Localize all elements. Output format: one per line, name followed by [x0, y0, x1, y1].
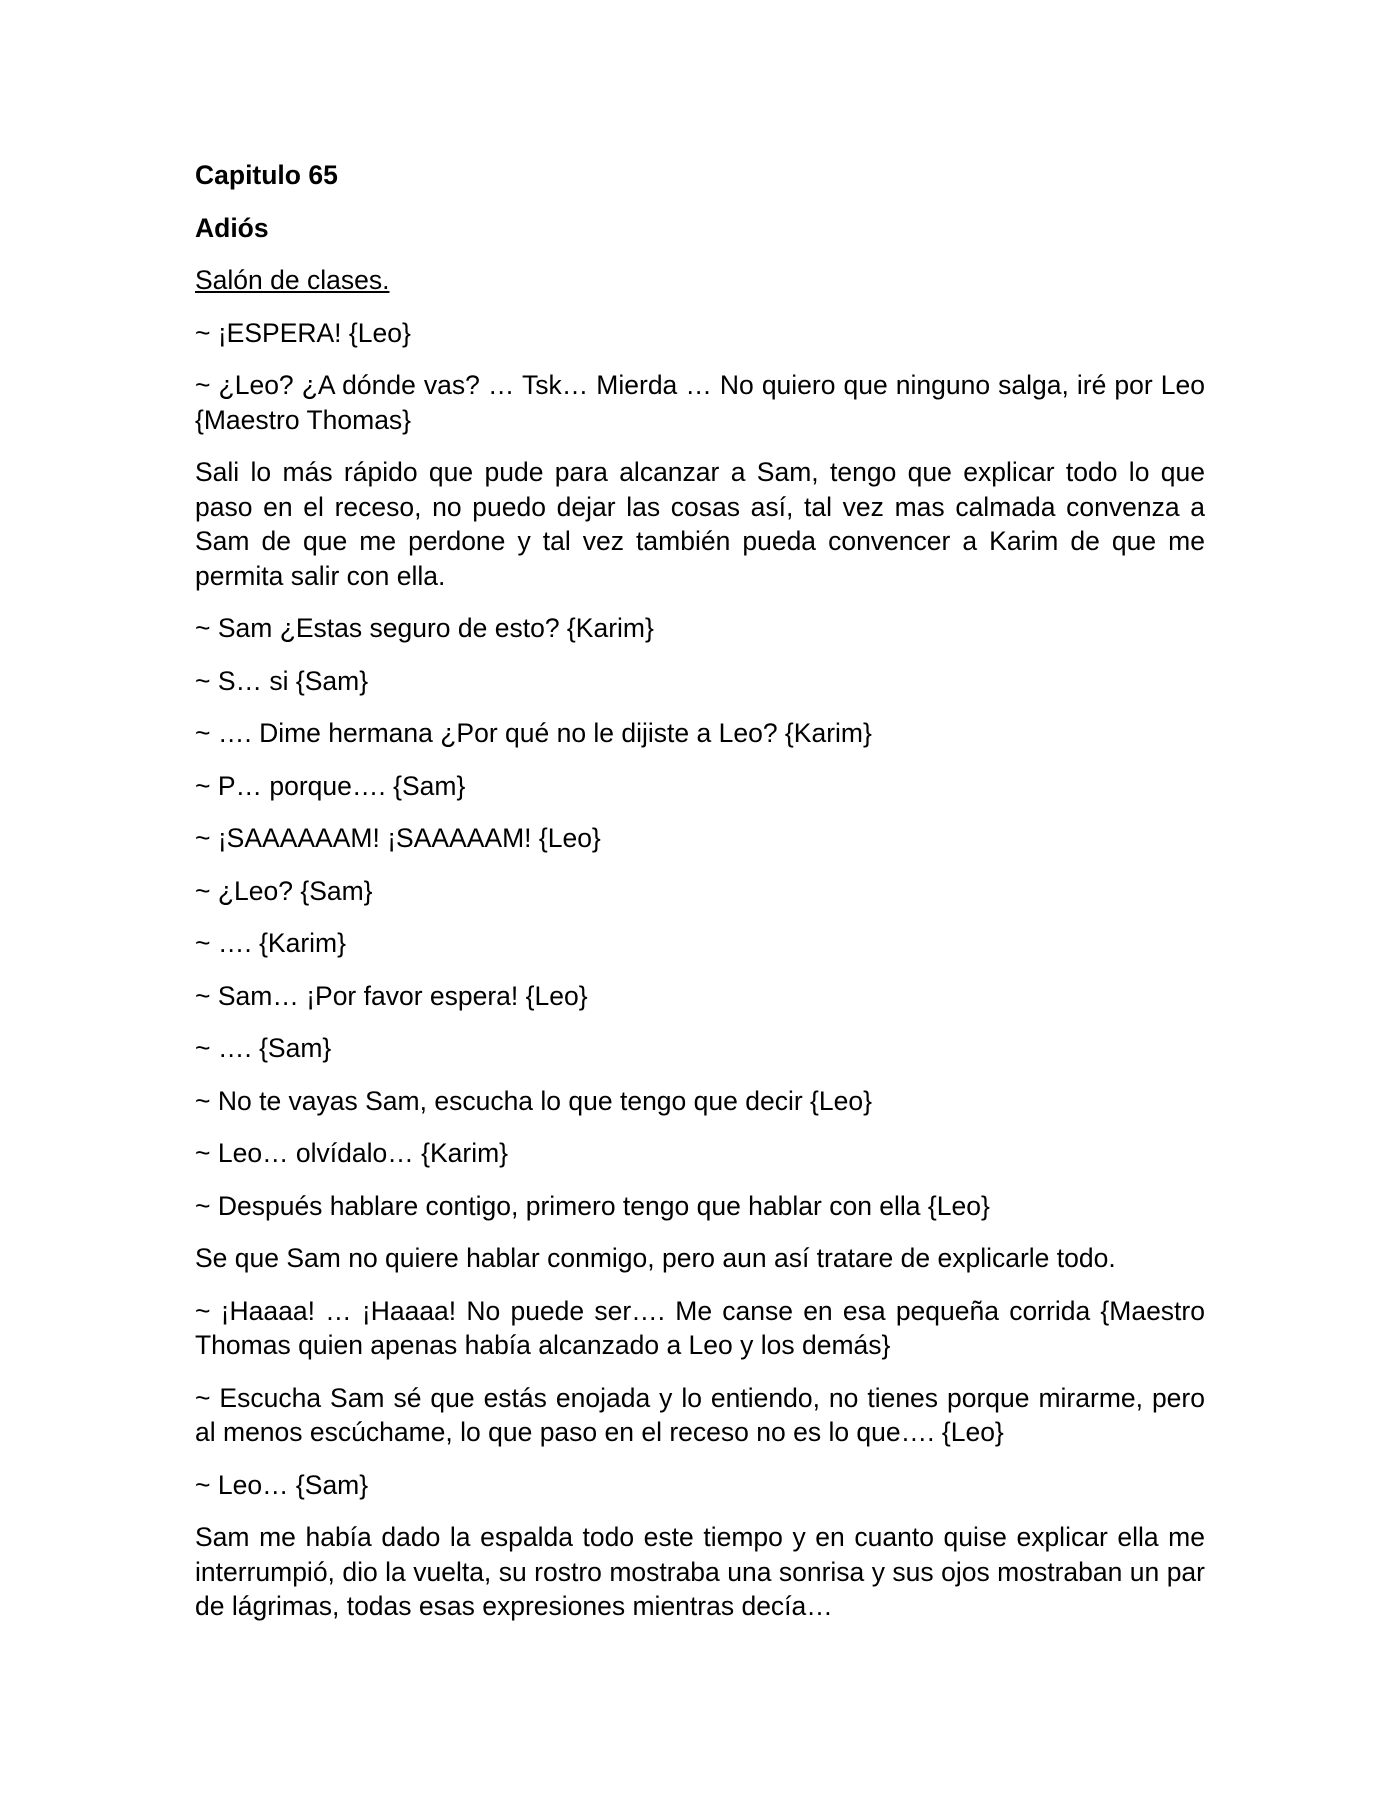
dialogue-line: ~ …. {Sam} [195, 1033, 332, 1063]
dialogue-line: ~ ¡SAAAAAAM! ¡SAAAAAM! {Leo} [195, 823, 601, 853]
dialogue-line: ~ Leo… olvídalo… {Karim} [195, 1138, 509, 1168]
narration-paragraph: Sam me había dado la espalda todo este tiempo y en cuanto quise explicar ella me interrumpió, dio la vuelta, su rostro mostraba una sonrisa y sus ojos mostraban un par de lágrimas, todas esas expresiones mientras decía… [195, 1522, 1205, 1621]
dialogue-line: ~ …. {Karim} [195, 928, 346, 958]
chapter-number: Capitulo 65 [195, 160, 338, 190]
dialogue-line: ~ Después hablare contigo, primero tengo que hablar con ella {Leo} [195, 1190, 990, 1221]
dialogue-line: ~ ¿Leo? ¿A dónde vas? … Tsk… Mierda … No quiero que ninguno salga, iré por Leo {Maestro Thomas} [195, 370, 1205, 435]
dialogue-line: ~ No te vayas Sam, escucha lo que tengo que decir {Leo} [195, 1085, 872, 1116]
narration-paragraph: Sali lo más rápido que pude para alcanzar a Sam, tengo que explicar todo lo que paso en el receso, no puedo dejar las cosas así, tal vez mas calmada convenza a Sam de que me perdone y tal vez también pueda convencer a Karim de que me permita salir con ella. [195, 457, 1205, 591]
dialogue-line: ~ Escucha Sam sé que estás enojada y lo entiendo, no tienes porque mirarme, pero al menos escúchame, lo que paso en el receso no es lo que…. {Leo} [195, 1382, 1205, 1447]
scene-location: Salón de clases. [195, 265, 390, 295]
dialogue-line: ~ Leo… {Sam} [195, 1469, 369, 1500]
dialogue-line: ~ P… porque…. {Sam} [195, 770, 466, 801]
dialogue-line: ~ Sam… ¡Por favor espera! {Leo} [195, 980, 588, 1011]
chapter-title: Adiós [195, 212, 269, 243]
dialogue-line: ~ ¿Leo? {Sam} [195, 875, 373, 906]
dialogue-line: ~ Sam ¿Estas seguro de esto? {Karim} [195, 613, 654, 643]
dialogue-line: ~ …. Dime hermana ¿Por qué no le dijiste a Leo? {Karim} [195, 718, 872, 748]
document-page [195, 158, 1205, 1642]
narration-paragraph: Se que Sam no quiere hablar conmigo, pero aun así tratare de explicarle todo. [195, 1243, 1116, 1273]
dialogue-line: ~ ¡Haaaa! … ¡Haaaa! No puede ser…. Me canse en esa pequeña corrida {Maestro Thomas quien apenas había alcanzado a Leo y los demás} [195, 1295, 1205, 1360]
dialogue-line: ~ ¡ESPERA! {Leo} [195, 317, 411, 348]
dialogue-line: ~ S… si {Sam} [195, 665, 369, 696]
